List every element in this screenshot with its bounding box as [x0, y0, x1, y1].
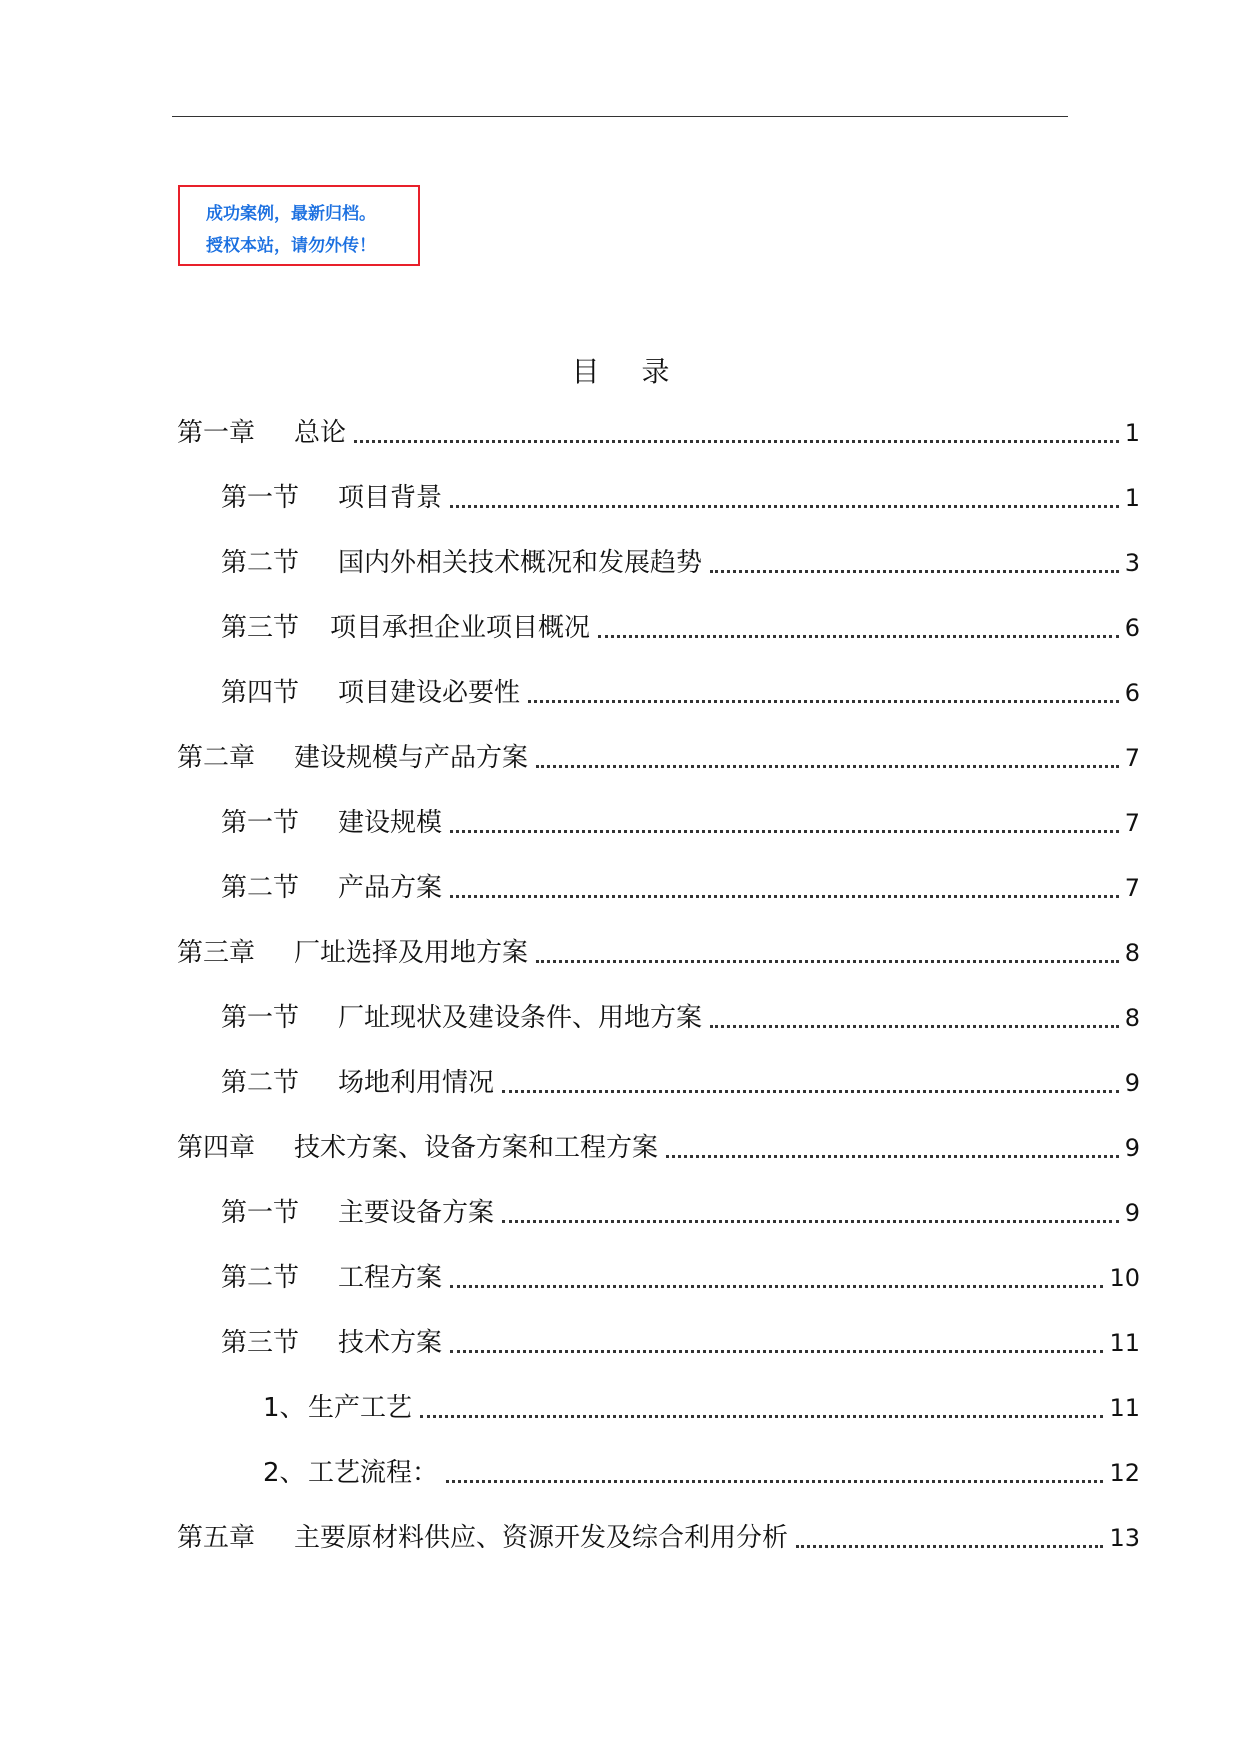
- toc-entry-title: 主要设备方案: [338, 1198, 495, 1228]
- notice-line-1: 成功案例，最新归档。: [206, 204, 376, 224]
- dot-leader: [536, 765, 1119, 768]
- toc-entry-title: 厂址现状及建设条件、用地方案: [338, 1003, 703, 1033]
- toc-entry-page: 9: [1124, 1199, 1140, 1227]
- toc-entry-number: 第一节: [221, 1198, 300, 1228]
- toc-entry-title: 厂址选择及用地方案: [294, 938, 529, 968]
- toc-entry-number: 第一节: [221, 808, 300, 838]
- toc-entry-title: 项目承担企业项目概况: [330, 613, 591, 643]
- toc-entry-page: 6: [1124, 614, 1140, 642]
- dot-leader: [528, 700, 1119, 703]
- toc-entry-page: 3: [1124, 549, 1140, 577]
- dot-leader: [796, 1545, 1103, 1548]
- toc-entry-title: 建设规模与产品方案: [294, 743, 529, 773]
- toc-entry-chapter-2[interactable]: [177, 737, 1140, 779]
- toc-entry-page: 8: [1124, 939, 1140, 967]
- dot-leader: [502, 1090, 1119, 1093]
- toc-entry-page: 12: [1109, 1459, 1140, 1487]
- toc-entry-number: 第一章: [177, 418, 256, 448]
- toc-entry-chapter-5[interactable]: [177, 1517, 1140, 1559]
- toc-entry-page: 11: [1109, 1394, 1140, 1422]
- dot-leader: [536, 960, 1119, 963]
- toc-entry-number: 第二节: [221, 1068, 300, 1098]
- toc-entry-number: 第二节: [221, 548, 300, 578]
- toc-entry-number: 第三节: [221, 1328, 300, 1358]
- dot-leader: [710, 1025, 1119, 1028]
- dot-leader: [450, 505, 1119, 508]
- toc-entry-title: 工程方案: [338, 1263, 443, 1293]
- toc-entry-title: 总论: [294, 418, 347, 448]
- toc-entry-title: 产品方案: [338, 873, 443, 903]
- toc-entry-title: 项目建设必要性: [338, 678, 521, 708]
- toc-entry-chapter-1[interactable]: [177, 412, 1140, 454]
- toc-entry-number: 第二节: [221, 1263, 300, 1293]
- toc-title: [0, 352, 1241, 392]
- toc-entry-section-2-1[interactable]: [221, 802, 1140, 844]
- toc-entry-page: 6: [1124, 679, 1140, 707]
- header-rule: [172, 116, 1068, 117]
- toc-entry-page: 13: [1109, 1524, 1140, 1552]
- toc-entry-title: 国内外相关技术概况和发展趋势: [338, 548, 703, 578]
- toc-entry-title: 场地利用情况: [338, 1068, 495, 1098]
- toc-entry-section-1-4[interactable]: [221, 672, 1140, 714]
- toc-entry-section-2-2[interactable]: [221, 867, 1140, 909]
- toc-entry-section-4-3[interactable]: [221, 1322, 1140, 1364]
- toc-entry-title: 技术方案: [338, 1328, 443, 1358]
- toc-entry-chapter-3[interactable]: [177, 932, 1140, 974]
- dot-leader: [450, 830, 1119, 833]
- toc-entry-number: 第二节: [221, 873, 300, 903]
- toc-entry-section-3-2[interactable]: [221, 1062, 1140, 1104]
- dot-leader: [502, 1220, 1119, 1223]
- toc-entry-title: 项目背景: [338, 483, 443, 513]
- toc-entry-chapter-4[interactable]: [177, 1127, 1140, 1169]
- toc-entry-number: 第四章: [177, 1133, 256, 1163]
- toc-entry-section-4-2[interactable]: [221, 1257, 1140, 1299]
- toc-entry-page: 7: [1124, 809, 1140, 837]
- dot-leader: [446, 1480, 1103, 1483]
- toc-entry-number: 2、: [263, 1458, 306, 1488]
- toc-entry-page: 7: [1124, 744, 1140, 772]
- toc-entry-section-1-2[interactable]: [221, 542, 1140, 584]
- toc-entry-title: 建设规模: [338, 808, 443, 838]
- dot-leader: [450, 895, 1119, 898]
- toc-entry-page: 11: [1109, 1329, 1140, 1357]
- toc-entry-section-1-3[interactable]: [221, 607, 1140, 649]
- toc-entry-title: 技术方案、设备方案和工程方案: [294, 1133, 659, 1163]
- toc-entry-title: 生产工艺: [308, 1393, 413, 1423]
- toc-entry-number: 第一节: [221, 483, 300, 513]
- toc-entry-number: 1、: [263, 1393, 306, 1423]
- dot-leader: [450, 1285, 1103, 1288]
- toc-entry-page: 9: [1124, 1069, 1140, 1097]
- authorization-notice: [178, 185, 420, 266]
- dot-leader: [354, 440, 1119, 443]
- dot-leader: [710, 570, 1119, 573]
- notice-line-2: 授权本站，请勿外传！: [206, 236, 376, 256]
- toc-entry-number: 第二章: [177, 743, 256, 773]
- toc-entry-section-4-1[interactable]: [221, 1192, 1140, 1234]
- toc-entry-section-1-1[interactable]: [221, 477, 1140, 519]
- toc-title-right: 录: [641, 355, 670, 388]
- toc-entry-number: 第三节: [221, 613, 300, 643]
- toc-entry-page: 8: [1124, 1004, 1140, 1032]
- toc-entry-page: 7: [1124, 874, 1140, 902]
- toc-entry-page: 1: [1124, 484, 1140, 512]
- toc-entry-section-3-1[interactable]: [221, 997, 1140, 1039]
- toc-entry-number: 第一节: [221, 1003, 300, 1033]
- toc-entry-number: 第三章: [177, 938, 256, 968]
- toc-entry-number: 第四节: [221, 678, 300, 708]
- toc-entry-page: 10: [1109, 1264, 1140, 1292]
- toc-entry-page: 1: [1124, 419, 1140, 447]
- toc-entry-title: 主要原材料供应、资源开发及综合利用分析: [294, 1523, 789, 1553]
- toc-entry-item-4-3-2[interactable]: [263, 1452, 1140, 1494]
- dot-leader: [420, 1415, 1103, 1418]
- toc-entry-title: 工艺流程：: [308, 1458, 439, 1488]
- dot-leader: [598, 635, 1119, 638]
- toc-entry-page: 9: [1124, 1134, 1140, 1162]
- toc-entry-item-4-3-1[interactable]: [263, 1387, 1140, 1429]
- dot-leader: [666, 1155, 1119, 1158]
- toc-title-left: 目: [571, 355, 600, 388]
- toc-entry-number: 第五章: [177, 1523, 256, 1553]
- dot-leader: [450, 1350, 1103, 1353]
